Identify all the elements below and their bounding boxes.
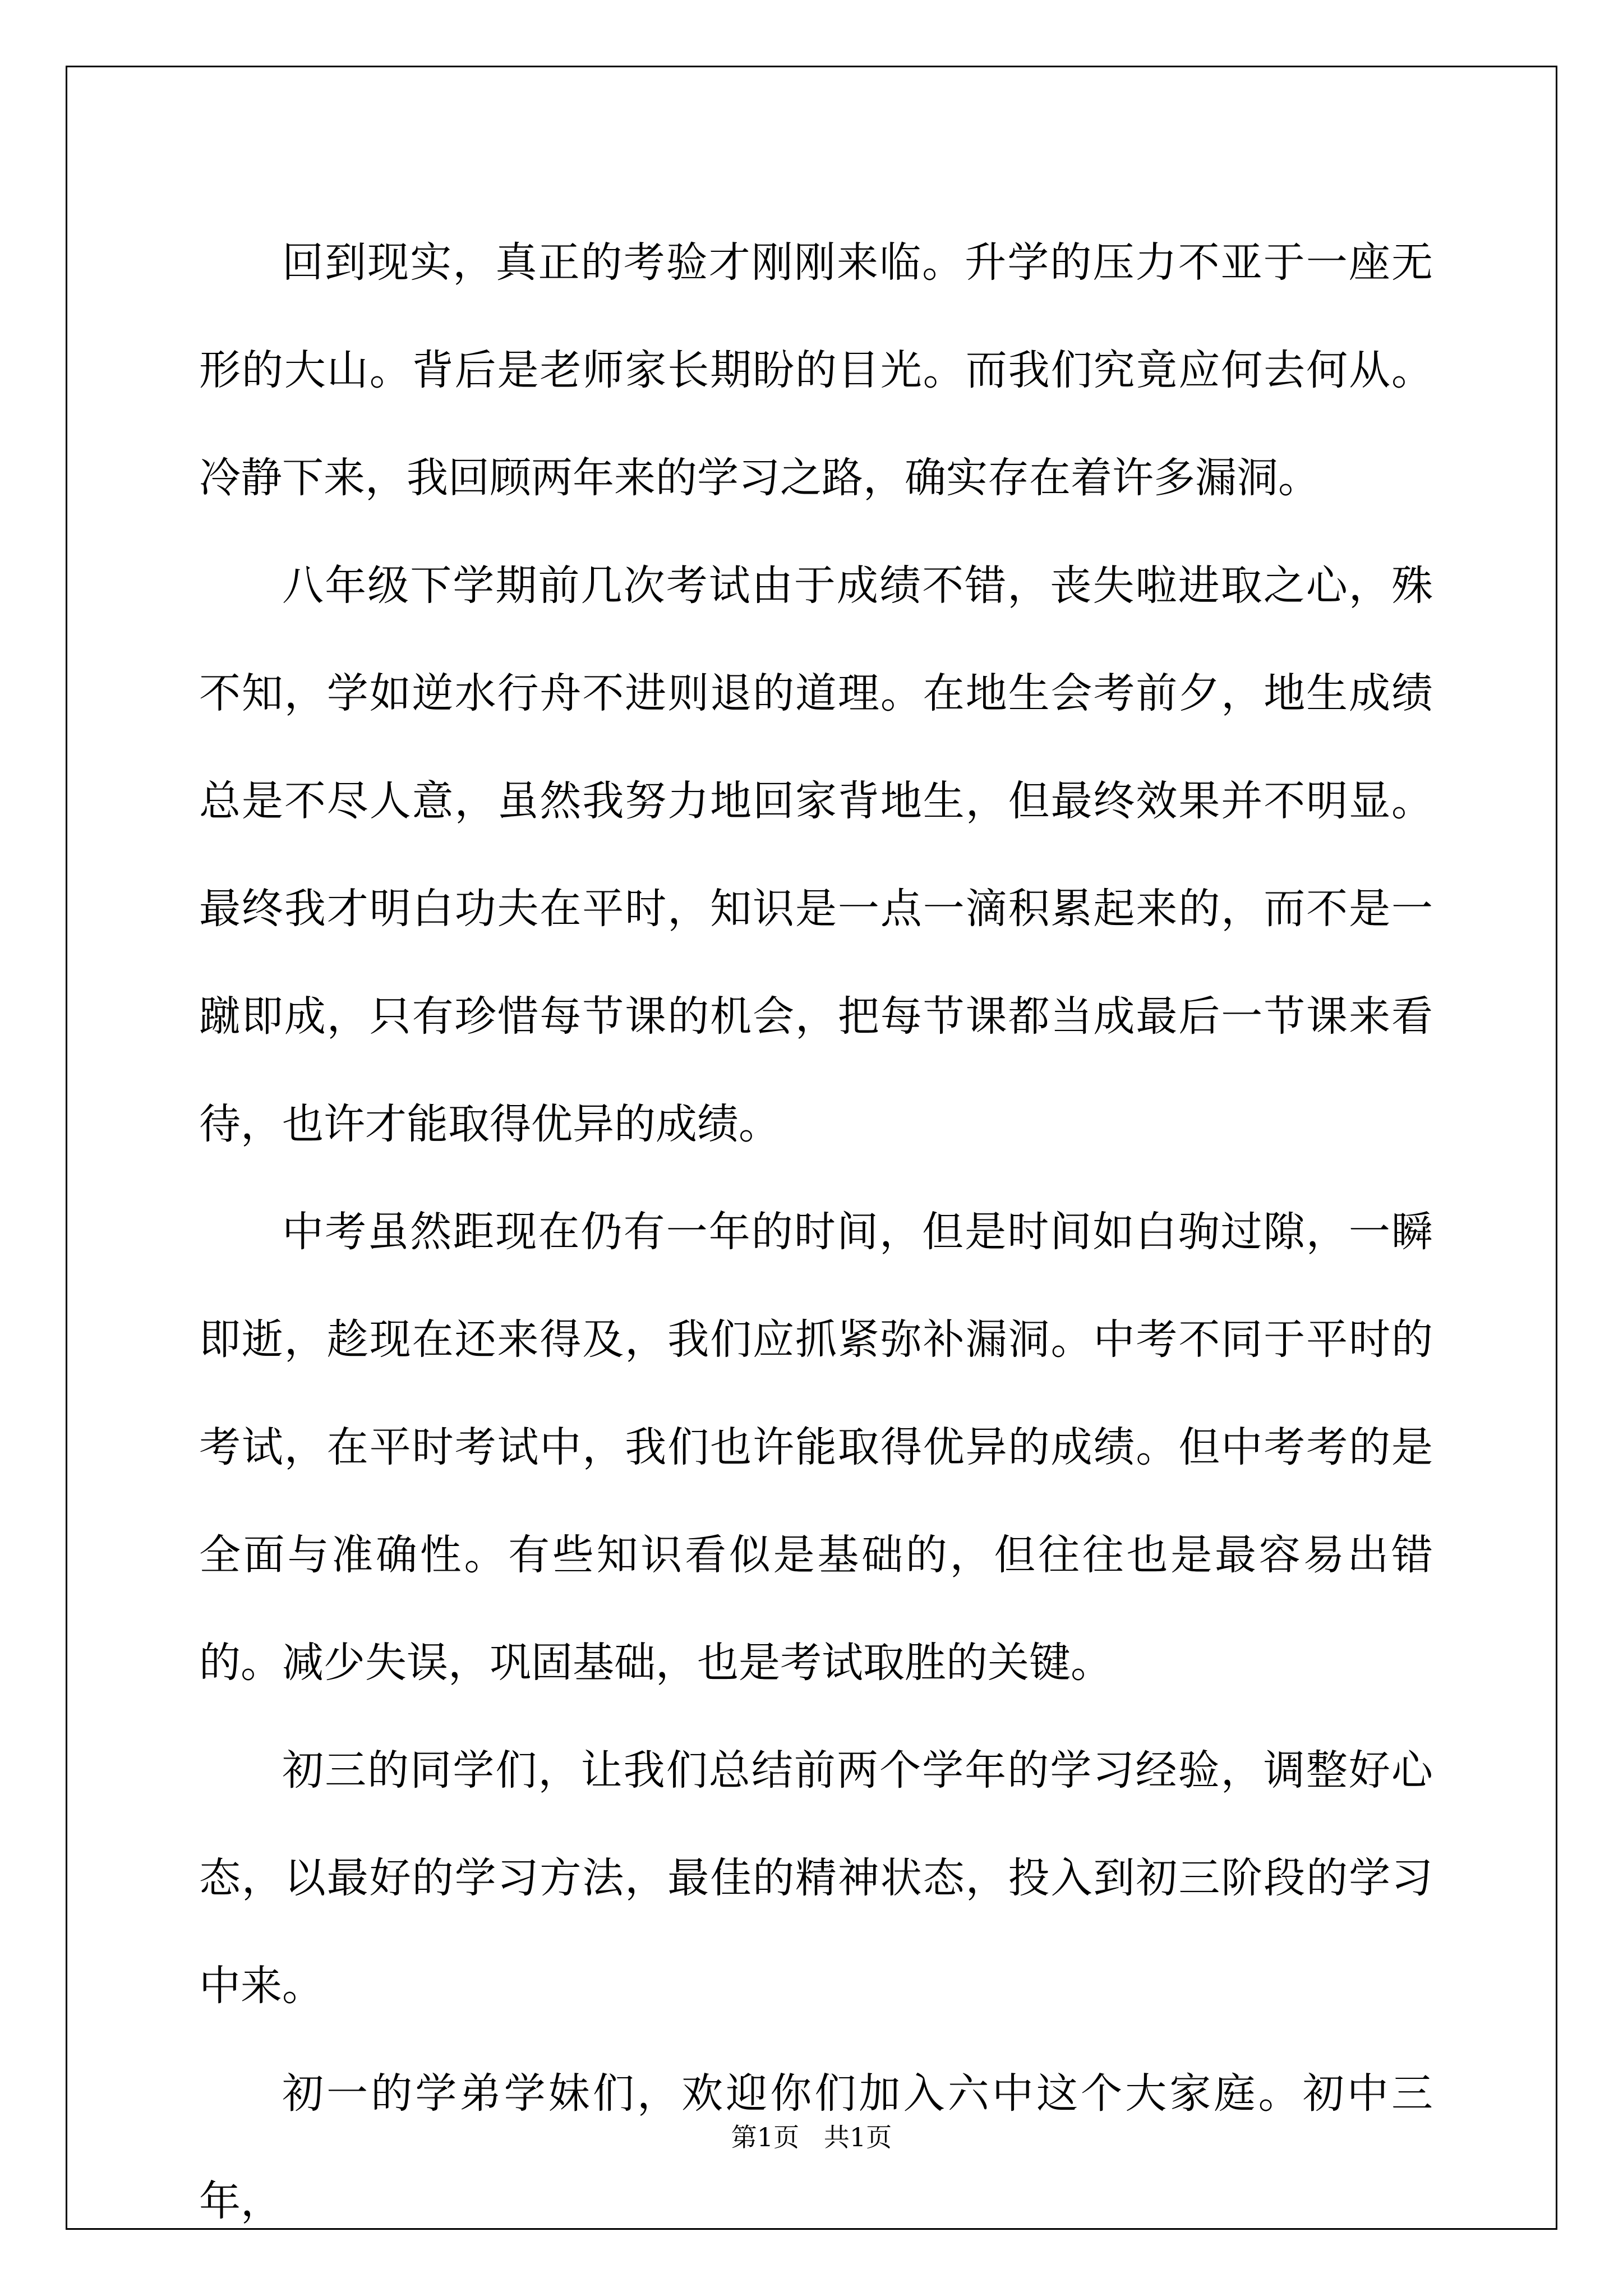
paragraph-2: 八年级下学期前几次考试由于成绩不错，丧失啦进取之心，殊不知，学如逆水行舟不进则退的道理。在地生会考前夕，地生成绩总是不尽人意，虽然我努力地回家背地生，但最终效果并不明显。最终我才明白功夫在平时，知识是一点一滴积累起来的，而不是一蹴即成，只有珍惜每节课的机会，把每节课都当成最后一节课来看待，也许才能取得优异的成绩。	[199, 562, 1433, 1148]
paragraph-3: 中考虽然距现在仍有一年的时间，但是时间如白驹过隙，一瞬即逝，趁现在还来得及，我们应抓紧弥补漏洞。中考不同于平时的考试，在平时考试中，我们也许能取得优异的成绩。但中考考的是全面与准确性。有些知识看似是基础的，但往往也是最容易出错的。减少失误，巩固基础，也是考试取胜的关键。	[199, 1208, 1433, 1687]
paragraph-5: 初一的学弟学妹们，欢迎你们加入六中这个大家庭。初中三年，	[199, 2069, 1433, 2225]
paragraph-4: 初三的同学们，让我们总结前两个学年的学习经验，调整好心态，以最好的学习方法，最佳的精神状态，投入到初三阶段的学习中来。	[199, 1746, 1433, 2010]
page-number-footer: 第1页 共1页	[731, 2122, 892, 2152]
paragraph-1: 回到现实，真正的考验才刚刚来临。升学的压力不亚于一座无形的大山。背后是老师家长期盼的目光。而我们究竟应何去何从。冷静下来，我回顾两年来的学习之路，确实存在着许多漏洞。	[199, 238, 1433, 502]
document-body	[199, 209, 1433, 2255]
